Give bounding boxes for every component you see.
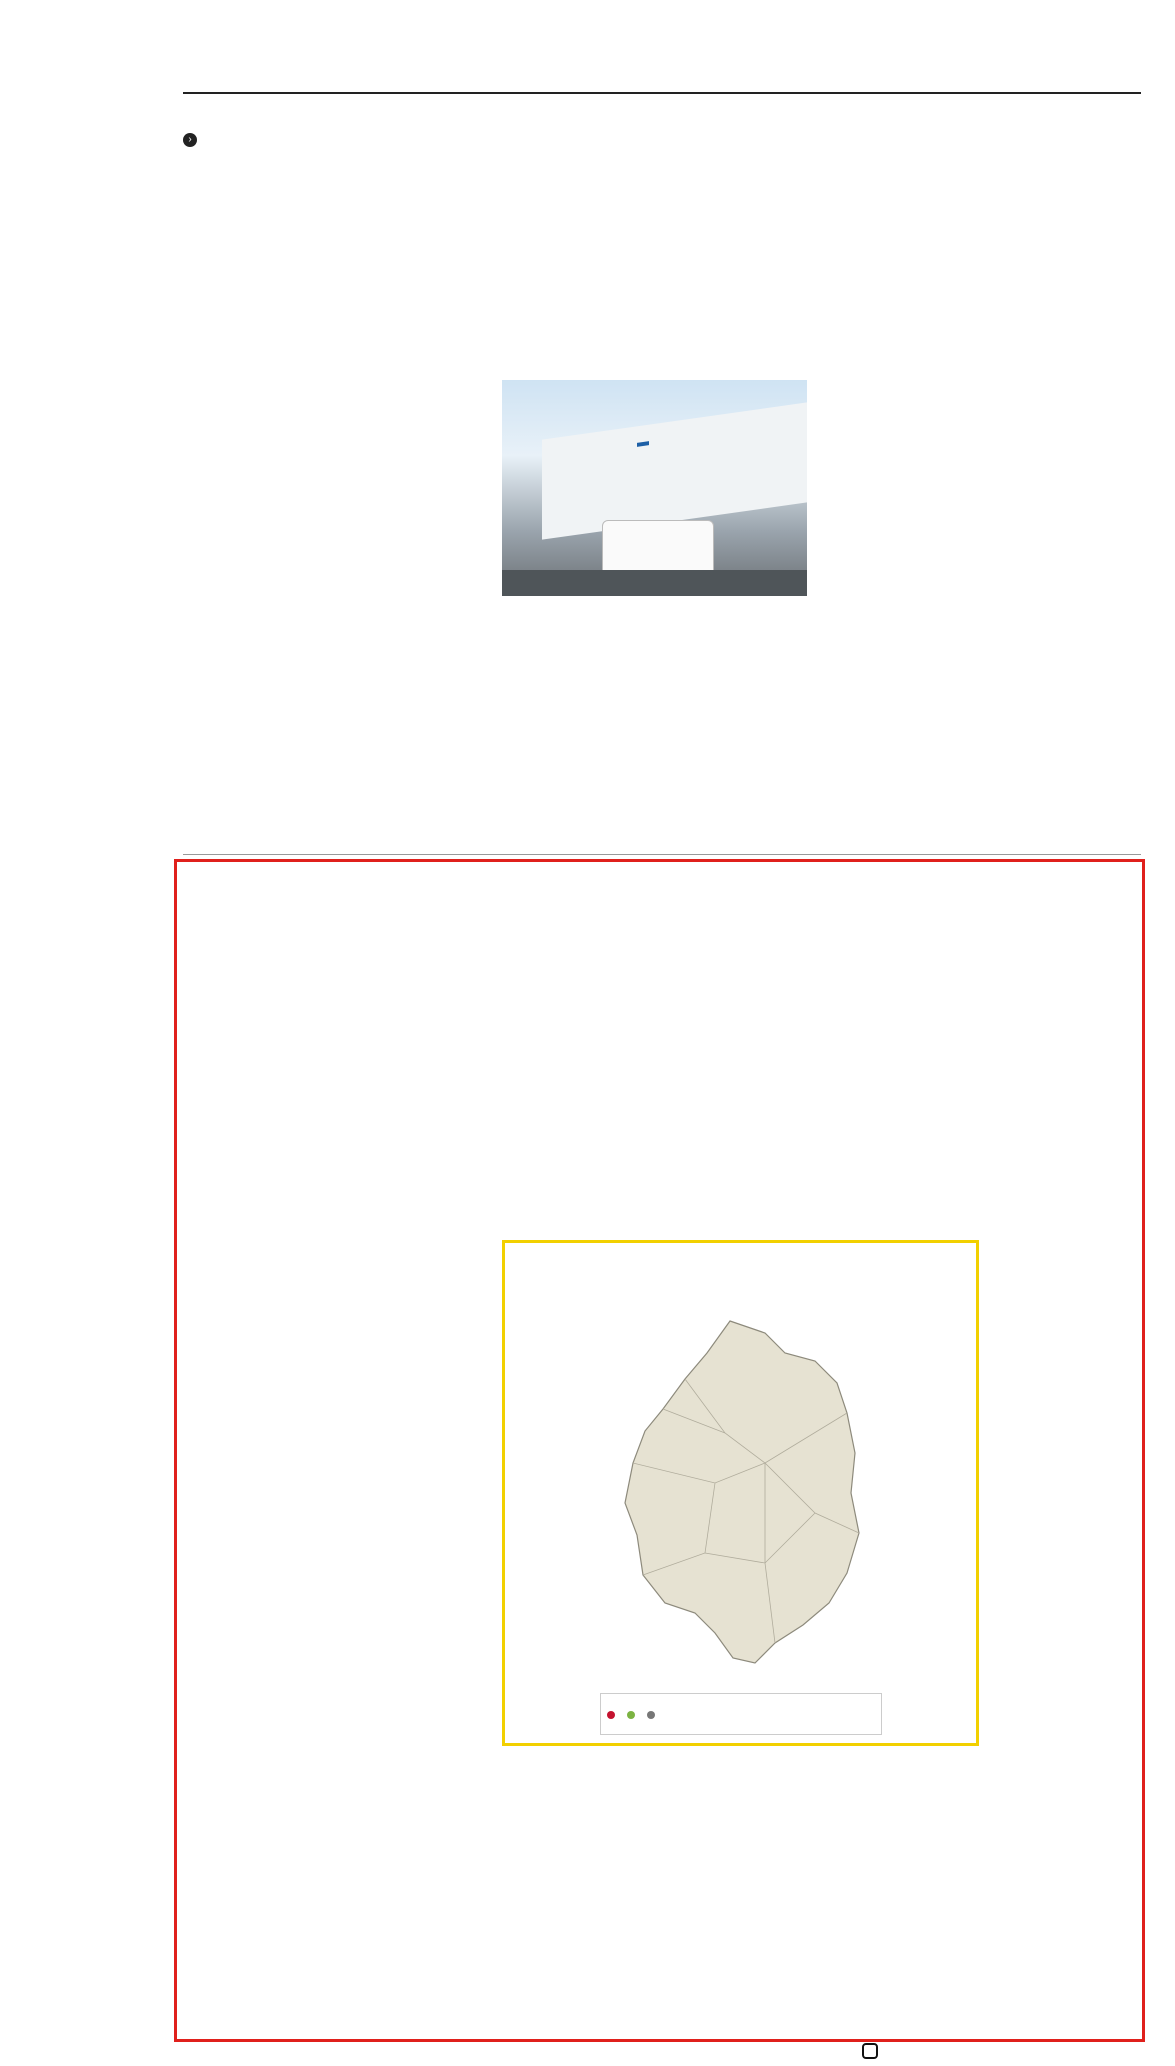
photo-ground (502, 570, 807, 596)
attention-donut (733, 978, 913, 1158)
photo-building (542, 400, 807, 539)
kicker-bullet-icon: › (183, 133, 197, 147)
section-divider (183, 854, 1141, 855)
header-rule (183, 92, 1141, 94)
attention-chart (663, 928, 978, 1218)
department-shape (625, 1321, 859, 1663)
atlantico-map (615, 1313, 875, 1683)
kicker (183, 126, 973, 153)
article-photo (502, 380, 807, 596)
pressreader-badge[interactable] (862, 2043, 1137, 2062)
gender-chart (343, 928, 656, 1218)
confirmed-dot-icon (607, 1711, 615, 1719)
article1-col3 (502, 648, 652, 660)
pressreader-logo-icon (862, 2043, 878, 2059)
article2-colB (343, 1243, 493, 1253)
map-infographic (502, 1240, 979, 1746)
recovered-dot-icon (627, 1711, 635, 1719)
map-legend (600, 1693, 882, 1735)
legend-items (607, 1711, 657, 1721)
deceased-dot-icon (647, 1711, 655, 1719)
photo-ambulance (602, 520, 714, 577)
article1-col6 (982, 128, 1135, 138)
gender-donut (378, 976, 618, 1212)
article2-colF (987, 928, 1137, 938)
